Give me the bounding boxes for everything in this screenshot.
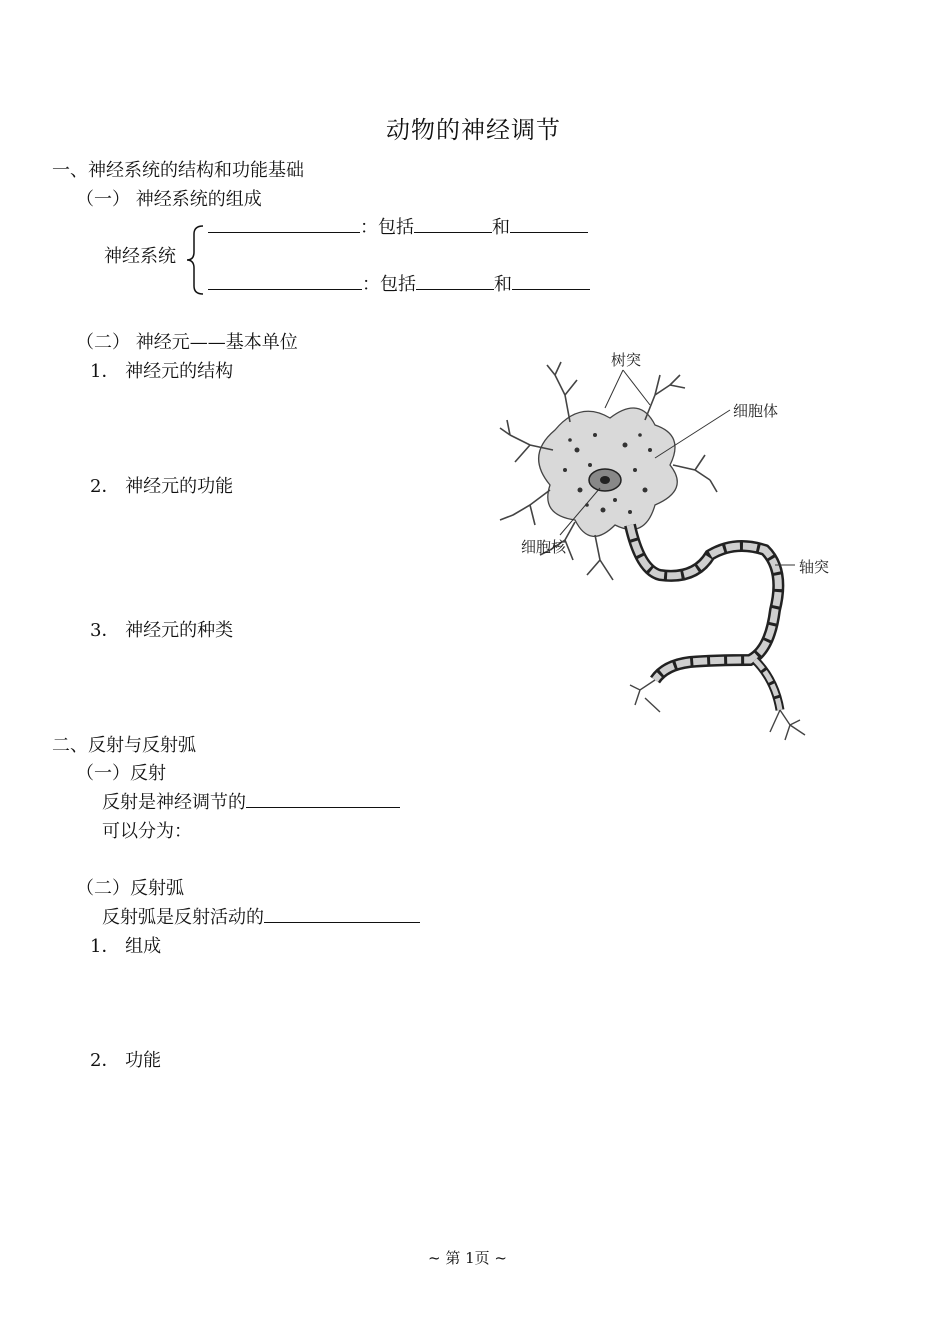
blank-field[interactable]: [416, 271, 494, 290]
composition-line-1: [208, 213, 588, 239]
blank-field[interactable]: [512, 271, 590, 290]
reflex-definition-line: [102, 788, 400, 814]
section2-sub2-heading: （二）反射弧: [76, 878, 184, 899]
blank-field[interactable]: [414, 214, 492, 233]
include-text: ：包括: [360, 217, 414, 238]
section2-heading: 二、反射与反射弧: [52, 735, 196, 756]
blank-field[interactable]: [208, 271, 362, 290]
include-text: ：包括: [362, 274, 416, 295]
reflex-arc-definition-line: [102, 903, 420, 929]
reflex-arc-function-item: 2． 功能: [90, 1050, 162, 1071]
blank-field[interactable]: [510, 214, 588, 233]
dendrite-label: 树突: [611, 351, 642, 369]
blank-field[interactable]: [246, 789, 400, 808]
and-text: 和: [492, 217, 510, 238]
and-text: 和: [494, 274, 512, 295]
section2-sub1-heading: （一）反射: [76, 763, 166, 784]
reflex-arc-definition-text: 反射弧是反射活动的: [102, 907, 264, 928]
nucleus-label: 细胞核: [521, 538, 567, 556]
reflex-arc-composition-item: 1． 组成: [90, 936, 162, 957]
composition-line-2: [208, 270, 590, 296]
reflex-definition-text: 反射是神经调节的: [102, 792, 246, 813]
neuron-types-item: 3． 神经元的种类: [90, 620, 234, 641]
blank-field[interactable]: [208, 214, 360, 233]
neuron-structure-item: 1． 神经元的结构: [90, 361, 234, 382]
blank-field[interactable]: [264, 904, 420, 923]
section1-heading: 一、神经系统的结构和功能基础: [52, 160, 304, 181]
brace-icon: [186, 224, 206, 296]
page-title: 动物的神经调节: [386, 116, 561, 144]
nervous-system-label: 神经系统: [104, 246, 176, 267]
axon-label: 轴突: [799, 558, 830, 576]
page-footer: ~ 第 1页 ~: [428, 1249, 507, 1267]
section1-sub2-heading: （二） 神经元——基本单位: [76, 332, 298, 353]
reflex-categories-line: 可以分为：: [102, 821, 192, 842]
neuron-function-item: 2． 神经元的功能: [90, 476, 234, 497]
cell-body-label: 细胞体: [733, 402, 779, 420]
section1-sub1-heading: （一） 神经系统的组成: [76, 189, 262, 210]
neuron-diagram: [495, 340, 845, 750]
